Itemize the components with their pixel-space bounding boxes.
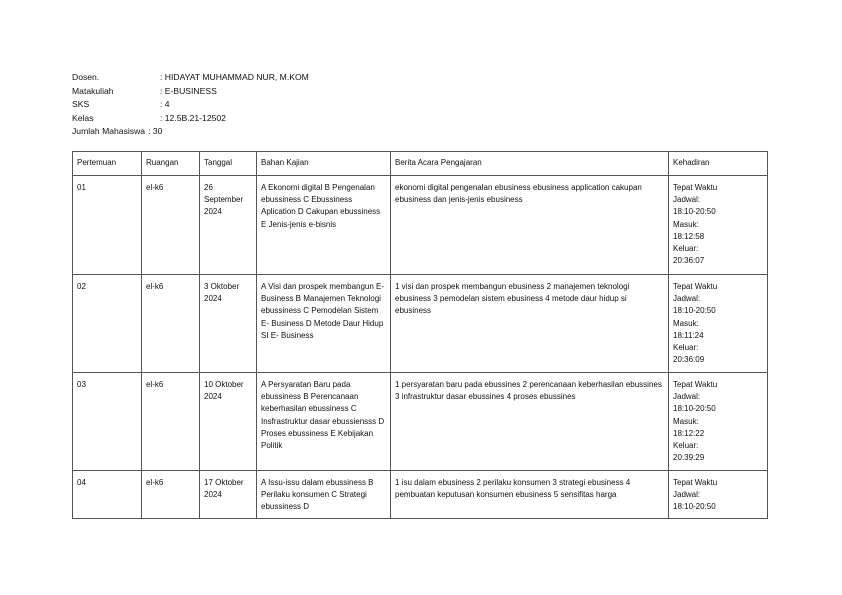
matakuliah-row (72, 85, 309, 99)
berita-acara-cell: 1 isu dalam ebusiness 2 perilaku konsumen 3 strategi ebusiness 4 pembuatan keputusan konsumen ebusiness 5 sensifitas harga (391, 471, 669, 519)
ruangan-cell: el-k6 (142, 471, 200, 519)
column-header-kehadiran: Kehadiran (669, 152, 768, 176)
ruangan-cell: el-k6 (142, 176, 200, 275)
dosen-row (72, 71, 309, 85)
keluar-label: Keluar: (673, 244, 699, 254)
jadwal-value: 18:10-20:50 (673, 207, 716, 217)
dosen-label: Dosen. (72, 72, 100, 82)
bahan-kajian-cell: A Issu-issu dalam ebussiness B Perilaku konsumen C Strategi ebussiness D (257, 471, 391, 519)
attendance-table (72, 151, 768, 519)
jumlah-value: : 30 (148, 126, 163, 137)
berita-acara-cell: 1 visi dan prospek membangun ebusiness 2 manajemen teknologi ebusiness 3 pemodelan sistem ebusiness 4 metode daur hidup si ebusiness (391, 275, 669, 373)
kehadiran-cell (669, 471, 768, 519)
keluar-value: 20:36:09 (673, 355, 705, 365)
column-header-ruangan: Ruangan (142, 152, 200, 176)
jumlah-row (72, 125, 309, 139)
tanggal-cell: 3 Oktober 2024 (200, 275, 257, 373)
column-header-pertemuan: Pertemuan (73, 152, 142, 176)
masuk-label: Masuk: (673, 416, 699, 426)
pertemuan-cell: 03 (73, 373, 142, 471)
masuk-value: 18:11:24 (673, 330, 704, 340)
kehadiran-cell (669, 275, 768, 373)
pertemuan-cell: 02 (73, 275, 142, 373)
column-header-berita-acara: Berita Acara Pengajaran (391, 152, 669, 176)
masuk-label: Masuk: (673, 219, 699, 229)
pertemuan-cell: 01 (73, 176, 142, 275)
jadwal-value: 18:10-20:50 (673, 404, 716, 414)
status-text: Tepat Waktu (673, 380, 718, 389)
column-header-bahan-kajian: Bahan Kajian (257, 152, 391, 176)
kelas-value: : 12.5B.21-12502 (160, 112, 226, 123)
keluar-label: Keluar: (673, 343, 699, 353)
bahan-kajian-cell: A Visi dan prospek membangun E- Business B Manajemen Teknologi ebussiness C Pemodelan Sistem E- Business D Metode Daur Hidup SI E- Business (257, 275, 391, 373)
sks-label: SKS (72, 99, 90, 110)
ruangan-cell: el-k6 (142, 275, 200, 373)
bahan-kajian-cell: A Persyaratan Baru pada ebussiness B Perencanaan keberhasilan ebussiness C Insfrastruktur dasar ebussiensss D Proses ebussiness E Kebijakan Politik (257, 373, 391, 471)
jadwal-label: Jadwal: (673, 294, 701, 304)
dosen-value: : HIDAYAT MUHAMMAD NUR, M.KOM (160, 72, 309, 82)
keluar-label: Keluar: (673, 441, 699, 451)
masuk-value: 18:12:58 (673, 231, 705, 241)
status-text: Tepat Waktu (673, 478, 718, 487)
kelas-row (72, 112, 309, 126)
jadwal-value: 18:10-20:50 (673, 306, 716, 316)
masuk-label: Masuk: (673, 318, 699, 328)
tanggal-cell: 26 September 2024 (200, 176, 257, 275)
tanggal-cell: 10 Oktober 2024 (200, 373, 257, 471)
tanggal-cell: 17 Oktober 2024 (200, 471, 257, 519)
jadwal-value: 18:10-20:50 (673, 502, 716, 512)
matakuliah-value: : E-BUSINESS (160, 85, 217, 96)
sks-row (72, 98, 309, 112)
jadwal-label: Jadwal: (673, 490, 701, 500)
sks-value: : 4 (160, 99, 170, 110)
table-row (73, 275, 768, 373)
table-row (73, 471, 768, 519)
kehadiran-cell (669, 176, 768, 275)
kehadiran-cell (669, 373, 768, 471)
pertemuan-cell: 04 (73, 471, 142, 519)
bahan-kajian-cell: A Ekonomi digital B Pengenalan ebussiness C Ebussiness Aplication D Cakupan ebussiness E Jenis-jenis e-bisnis (257, 176, 391, 275)
status-text: Tepat Waktu (673, 282, 718, 291)
course-info (72, 71, 309, 139)
status-text: Tepat Waktu (673, 183, 718, 192)
jumlah-label: Jumlah Mahasiswa (72, 126, 146, 137)
keluar-value: 20:39:29 (673, 453, 705, 463)
ruangan-cell: el-k6 (142, 373, 200, 471)
jadwal-label: Jadwal: (673, 195, 701, 205)
masuk-value: 18:12:22 (673, 428, 705, 438)
jadwal-label: Jadwal: (673, 392, 701, 402)
kelas-label: Kelas (72, 112, 94, 123)
table-row (73, 176, 768, 275)
table-header-row (73, 152, 768, 176)
berita-acara-cell: 1 persyaratan baru pada ebussines 2 perencanaan keberhasilan ebussines 3 infrastruktur dasar ebussines 4 proses ebussines (391, 373, 669, 471)
berita-acara-cell: ekonomi digital pengenalan ebusiness ebusiness application cakupan ebusiness dan jenis-jenis ebusiness (391, 176, 669, 275)
column-header-tanggal: Tanggal (200, 152, 257, 176)
keluar-value: 20:36:07 (673, 256, 705, 266)
matakuliah-label: Matakuliah (72, 85, 114, 96)
table-row (73, 373, 768, 471)
